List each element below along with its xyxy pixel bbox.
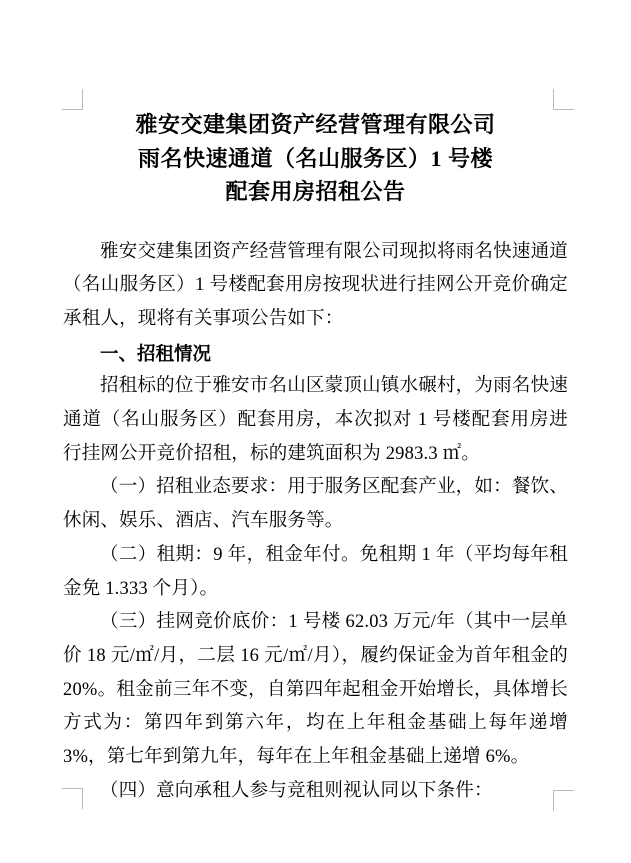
crop-mark-top-right bbox=[553, 89, 574, 110]
text-area bbox=[63, 108, 568, 808]
paragraph-conditions: （四）意向承租人参与竞租则视认同以下条件： bbox=[100, 780, 493, 801]
section-heading: 一、招租情况 bbox=[100, 342, 212, 364]
intro-paragraph: 雅安交建集团资产经营管理有限公司现拟将雨名快速通道（名山服务区）1 号楼配套用房按现状进行挂网公开竞价确定承租人，现将有关事项公告如下： bbox=[63, 241, 568, 329]
crop-mark-top-left bbox=[62, 89, 83, 110]
title-line: 雅安交建集团资产经营管理有限公司 bbox=[135, 112, 496, 137]
paragraph-lease-term: （二）租期：9 年，租金年付。免租期 1 年（平均每年租金免 1.333 个月）。 bbox=[63, 544, 568, 599]
title-line: 雨名快速通道（名山服务区）1 号楼 bbox=[137, 145, 493, 171]
document-title bbox=[63, 108, 568, 209]
paragraph-business-scope: （一）招租业态要求：用于服务区配套产业，如：餐饮、休闲、娱乐、酒店、汽车服务等。 bbox=[63, 477, 568, 532]
title-line: 配套用房招租公告 bbox=[225, 179, 406, 204]
paragraph-base-price: （三）挂网竞价底价：1 号楼 62.03 万元/年（其中一层单价 18 元/㎡/月，二层 16 元/㎡/月），履约保证金为首年租金的 20%。租金前三年不变，自第四年起租金开始增长，具体增长方式为：第四年到第六年，均在上年租金基础上每年递增 3%，第七年到第九年，每年在上年租金基础上递增 6%。 bbox=[63, 612, 568, 768]
paragraph-location: 招租标的位于雅安市名山区蒙顶山镇水碾村，为雨名快速通道（名山服务区）配套用房，本次拟对 1 号楼配套用房进行挂网公开竞价招租，标的建筑面积为 2983.3 ㎡。 bbox=[63, 376, 568, 464]
document-body bbox=[63, 236, 568, 809]
